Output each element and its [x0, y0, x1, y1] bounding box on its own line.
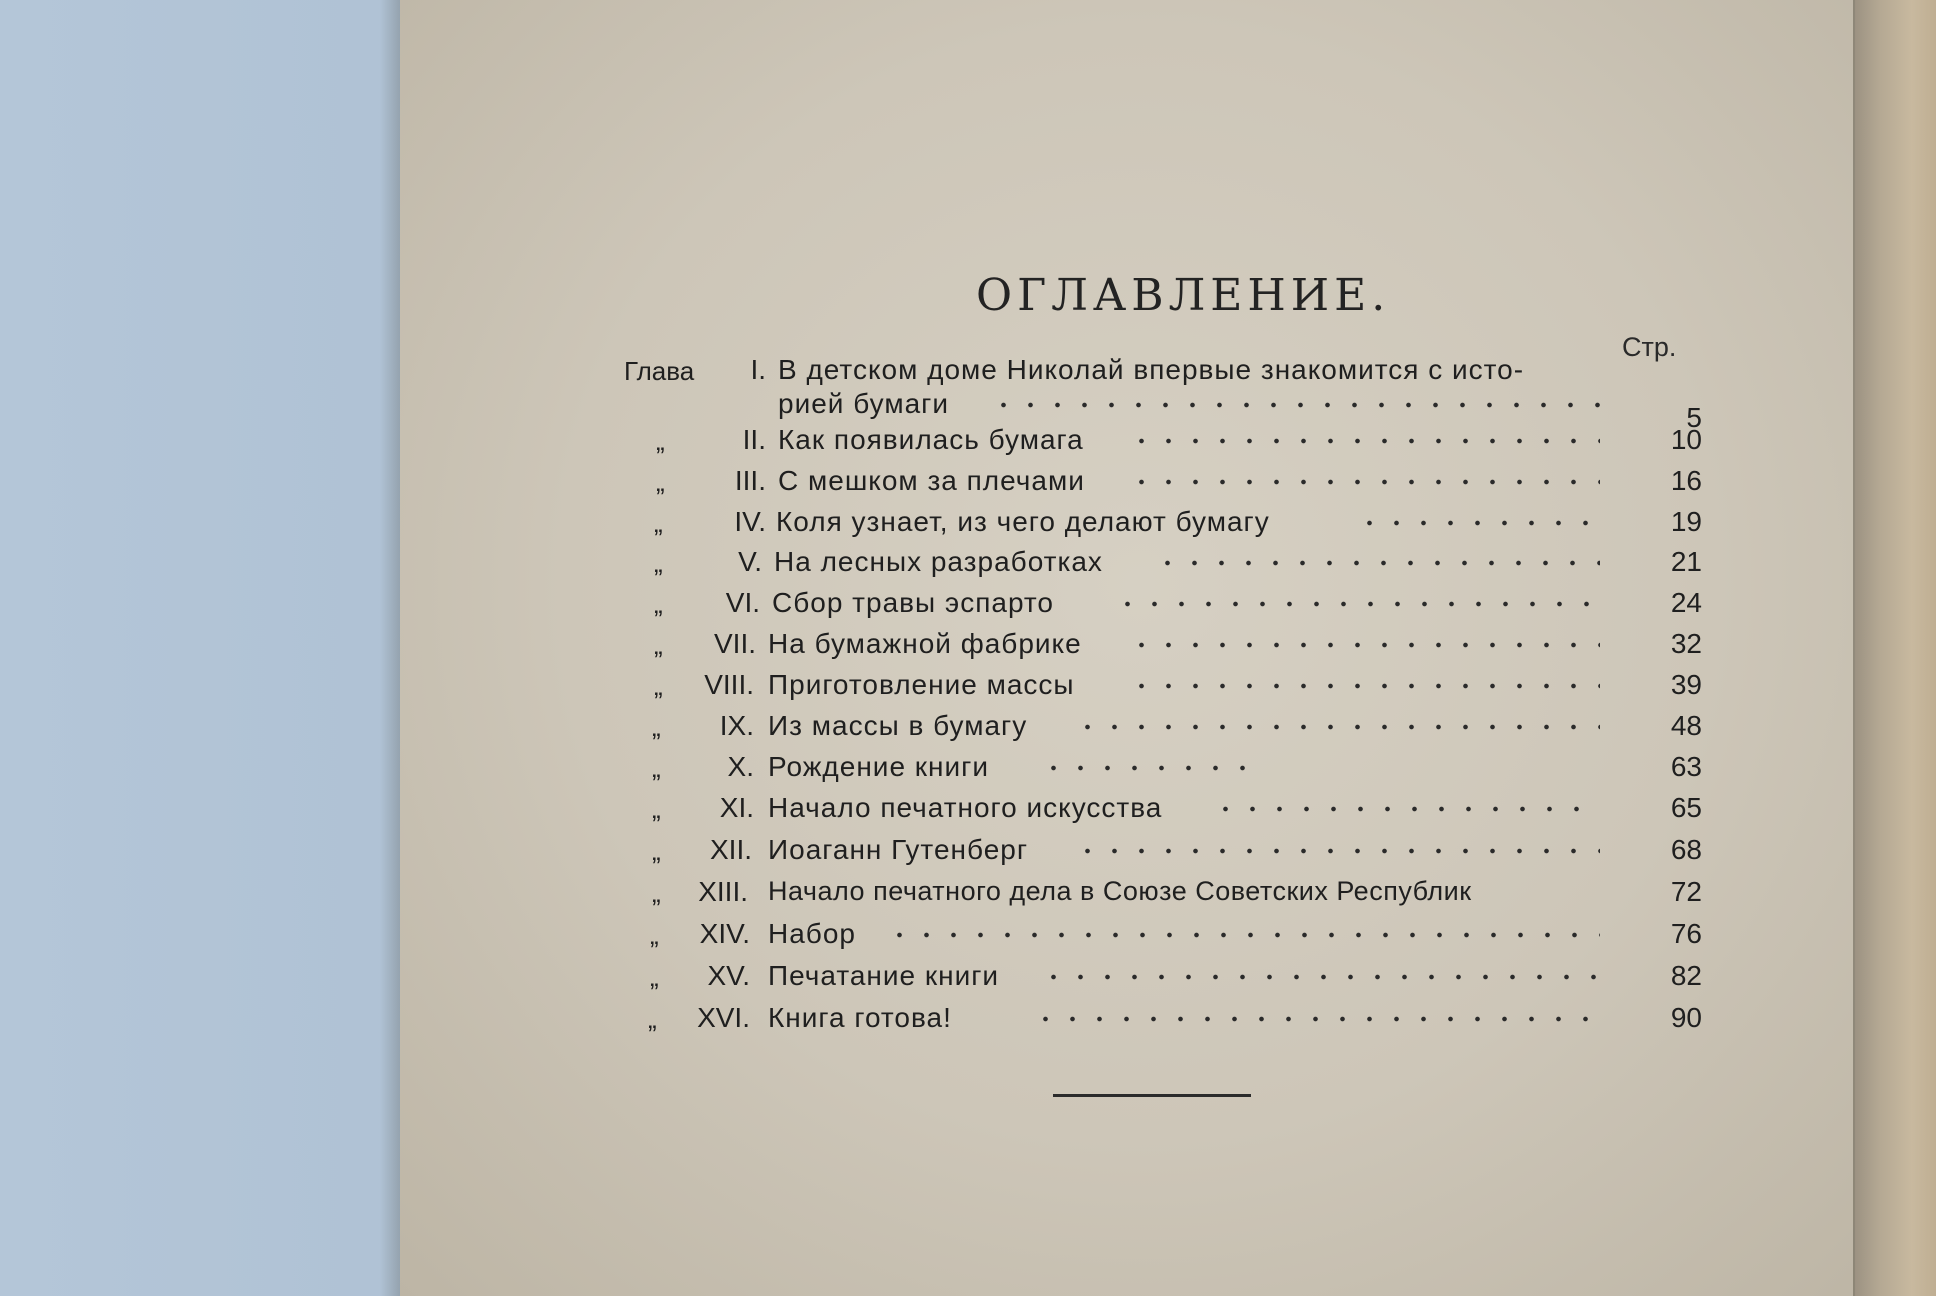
entry-prefix: „	[650, 920, 659, 950]
chapter-numeral: XVI.	[697, 1002, 750, 1033]
page-column-header: Стр.	[1622, 332, 1677, 362]
toc-entry	[0, 506, 1936, 542]
leader-dots	[1128, 438, 1600, 444]
leader-dots	[1128, 479, 1600, 485]
toc-entry	[0, 710, 1936, 746]
toc-entry	[0, 354, 1936, 390]
toc-entry	[0, 1002, 1936, 1038]
toc-entry	[0, 465, 1936, 501]
leader-dots	[1154, 560, 1600, 566]
page-number: 72	[1670, 876, 1702, 907]
chapter-title: Рождение книги	[768, 751, 990, 782]
leader-dots	[1074, 848, 1600, 854]
entry-prefix: „	[650, 962, 659, 992]
toc-entry	[0, 960, 1936, 996]
chapter-numeral: III.	[734, 465, 766, 496]
chapter-numeral: XII.	[709, 834, 752, 865]
page-number: 5	[1686, 402, 1702, 433]
entry-prefix: „	[652, 794, 661, 824]
entry-prefix: „	[654, 508, 663, 538]
leader-dots	[1128, 642, 1600, 648]
entry-prefix: „	[654, 589, 663, 619]
chapter-title: Коля узнает, из чего делают бумагу	[776, 506, 1270, 537]
page-number: 39	[1670, 669, 1702, 700]
toc-entry	[0, 834, 1936, 870]
page-number: 24	[1670, 587, 1702, 618]
leader-dots	[990, 402, 1600, 408]
page-number: 90	[1670, 1002, 1702, 1033]
page-number: 19	[1670, 506, 1702, 537]
leader-dots	[1212, 806, 1600, 812]
page-number: 65	[1670, 792, 1702, 823]
chapter-title: Из массы в бумагу	[768, 710, 1028, 741]
entry-prefix: Глава	[624, 356, 695, 386]
chapter-title: Печатание книги	[768, 960, 1000, 991]
toc-entry	[0, 792, 1936, 828]
page-number: 16	[1670, 465, 1702, 496]
chapter-numeral: XI.	[719, 792, 754, 823]
chapter-title: Набор	[768, 918, 856, 949]
chapter-title: Как появилась бумага	[778, 424, 1084, 455]
toc-entry	[0, 546, 1936, 582]
chapter-title: Начало печатного искусства	[768, 792, 1163, 823]
entry-prefix: „	[654, 548, 663, 578]
toc-entry	[0, 628, 1936, 664]
chapter-numeral: VI.	[725, 587, 760, 618]
leader-dots	[1032, 1016, 1600, 1022]
toc-entry	[0, 751, 1936, 787]
leader-dots	[1074, 724, 1600, 730]
toc-entry-continuation	[0, 388, 1936, 433]
toc-entry	[0, 669, 1936, 705]
entry-prefix: „	[652, 878, 661, 908]
chapter-title: На лесных разработках	[774, 546, 1103, 577]
chapter-numeral: I.	[750, 354, 766, 385]
page-number: 21	[1670, 546, 1702, 577]
entry-prefix: „	[656, 467, 665, 497]
chapter-numeral: VII.	[713, 628, 756, 659]
entry-prefix: „	[652, 836, 661, 866]
toc-entry	[0, 424, 1936, 460]
page-number: 63	[1670, 751, 1702, 782]
chapter-title: На бумажной фабрике	[768, 628, 1082, 659]
chapter-numeral: II.	[742, 424, 766, 455]
entry-prefix: „	[648, 1004, 657, 1034]
toc-entry	[0, 918, 1936, 954]
leader-dots	[1040, 765, 1264, 771]
page-number: 82	[1670, 960, 1702, 991]
chapter-title: В детском доме Николай впервые знакомится с исто-	[778, 354, 1525, 385]
chapter-title: Иоаганн Гутенберг	[768, 834, 1029, 865]
chapter-numeral: VIII.	[704, 669, 754, 700]
page-number: 68	[1670, 834, 1702, 865]
leader-dots	[1356, 520, 1600, 526]
leader-dots	[1114, 601, 1600, 607]
chapter-numeral: IV.	[734, 506, 766, 537]
leader-dots	[1040, 974, 1600, 980]
entry-prefix: „	[656, 426, 665, 456]
page-number: 48	[1670, 710, 1702, 741]
chapter-numeral: X.	[727, 751, 754, 782]
chapter-title: Приготовление массы	[768, 669, 1075, 700]
entry-prefix: „	[652, 753, 661, 783]
chapter-title: Сбор травы эспарто	[772, 587, 1054, 618]
toc-entry	[0, 587, 1936, 623]
chapter-numeral: XIII.	[698, 876, 748, 907]
leader-dots	[886, 932, 1600, 938]
closing-rule	[1053, 1094, 1251, 1097]
leader-dots	[1128, 683, 1600, 689]
chapter-numeral: V.	[738, 546, 762, 577]
entry-prefix: „	[652, 712, 661, 742]
chapter-title: Книга готова!	[768, 1002, 952, 1033]
chapter-title: С мешком за плечами	[778, 465, 1085, 496]
entry-prefix: „	[654, 630, 663, 660]
chapter-title-continued: рией бумаги	[778, 388, 949, 419]
chapter-numeral: XV.	[707, 960, 750, 991]
chapter-numeral: IX.	[719, 710, 754, 741]
page-number: 32	[1670, 628, 1702, 659]
page-number: 76	[1670, 918, 1702, 949]
chapter-title: Начало печатного дела в Союзе Советских Республик	[768, 876, 1472, 906]
chapter-numeral: XIV.	[699, 918, 750, 949]
entry-prefix: „	[654, 671, 663, 701]
page-number: 10	[1670, 424, 1702, 455]
page-title: ОГЛАВЛЕНИЕ.	[976, 270, 1391, 321]
toc-entry	[0, 876, 1936, 912]
